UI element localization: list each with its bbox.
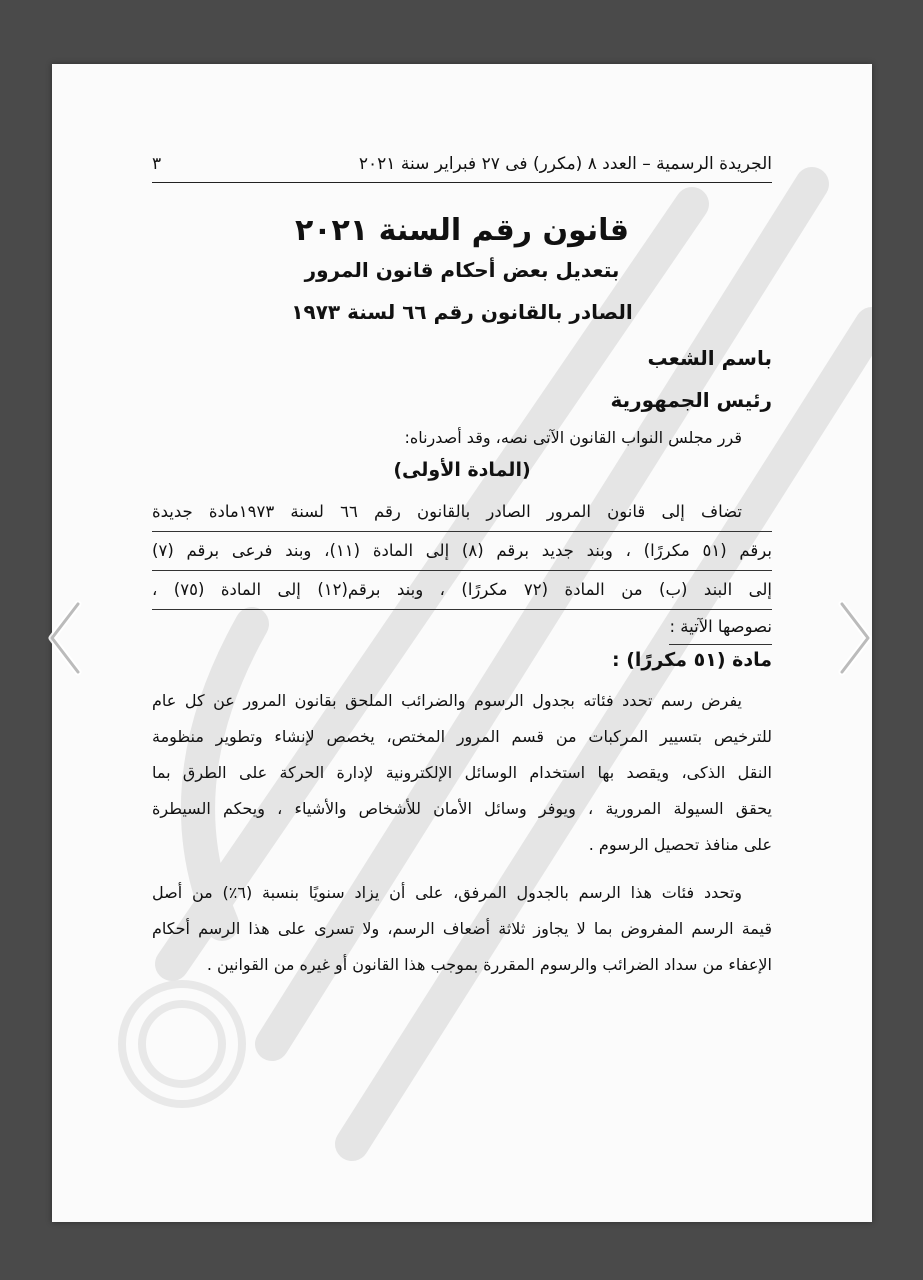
paragraph-line: يفرض رسم تحدد فئاته بجدول الرسوم والضرائب الملحق بقانون المرور عن كل عام bbox=[152, 691, 742, 710]
paragraph-line: على منافذ تحصيل الرسوم . bbox=[588, 835, 772, 854]
law-subtitle-2: الصادر بالقانون رقم ٦٦ لسنة ١٩٧٣ bbox=[291, 300, 633, 324]
next-page-button[interactable] bbox=[834, 598, 874, 678]
chevron-right-icon bbox=[834, 598, 874, 678]
in-name-of-people: باسم الشعب bbox=[647, 346, 772, 370]
amendment-line: نصوصها الآتية : bbox=[669, 610, 772, 645]
previous-page-button[interactable] bbox=[46, 598, 86, 678]
paragraph-line: يحقق السيولة المرورية ، ويوفر وسائل الأمان للأشخاص والأشياء ، ويحكم السيطرة bbox=[152, 799, 772, 818]
president-heading: رئيس الجمهورية bbox=[610, 388, 772, 412]
amendment-line: تضاف إلى قانون المرور الصادر بالقانون رقم ٦٦ لسنة ١٩٧٣مادة جديدة bbox=[152, 493, 772, 532]
page-number: ٣ bbox=[152, 154, 162, 174]
law-title: قانون رقم السنة ٢٠٢١ bbox=[294, 213, 630, 248]
article-51-heading: مادة (٥١ مكررًا) : bbox=[612, 649, 772, 671]
page-header bbox=[152, 154, 772, 183]
paragraph-line: وتحدد فئات هذا الرسم بالجدول المرفق، على أن يزاد سنويًا بنسبة (٦٪) من أصل bbox=[152, 883, 743, 902]
paragraph-line: للترخيص بتسيير المركبات من قسم المرور المختص، يخصص لإنشاء وتطوير منظومة bbox=[152, 727, 772, 746]
paragraph-line: الإعفاء من سداد الضرائب والرسوم المقررة بموجب هذا القانون أو غيره من القوانين . bbox=[206, 955, 772, 974]
article-heading: (المادة الأولى) bbox=[393, 459, 531, 481]
article-51-paragraph-2 bbox=[152, 875, 772, 983]
decree-text: قرر مجلس النواب القانون الآتى نصه، وقد أصدرناه: bbox=[404, 428, 742, 447]
document-page bbox=[52, 64, 872, 1222]
paragraph-line: قيمة الرسم المفروض بما لا يجاوز ثلاثة أضعاف الرسم، ولا تسرى على هذا الرسم أحكام bbox=[152, 919, 772, 938]
amendment-line: برقم (٥١ مكررًا) ، وبند جديد برقم (٨) إلى المادة (١١)، وبند فرعى برقم (٧) bbox=[152, 532, 772, 571]
paragraph-line: النقل الذكى، ويقصد بها استخدام الوسائل الإلكترونية لإدارة الحركة على الطرق بما bbox=[152, 763, 772, 782]
law-subtitle: بتعديل بعض أحكام قانون المرور bbox=[304, 258, 620, 282]
chevron-left-icon bbox=[46, 598, 86, 678]
journal-header: الجريدة الرسمية – العدد ٨ (مكرر) فى ٢٧ فبراير سنة ٢٠٢١ bbox=[358, 154, 772, 174]
article-51-paragraph-1 bbox=[152, 683, 772, 863]
document-content bbox=[152, 154, 772, 983]
amendment-line: إلى البند (ب) من المادة (٧٢ مكررًا) ، وبند برقم(١٢) إلى المادة (٧٥) ، bbox=[152, 571, 772, 610]
amendment-block bbox=[152, 493, 772, 645]
